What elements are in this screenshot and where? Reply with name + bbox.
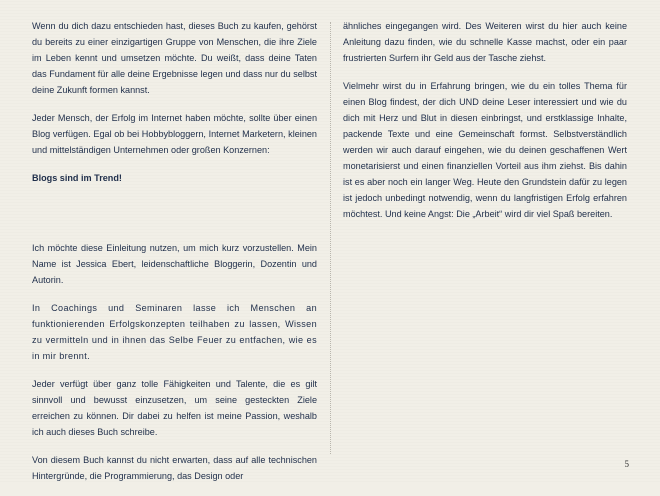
continuation-paragraph: ähnliches eingegangen wird. Des Weiteren wirst du hier auch keine Anleitung dazu finden, wie du schnelle Kasse machst, oder ein paar frustrierten Surfern ihr Geld aus der Tasche ziehst.: [343, 21, 627, 63]
blog-paragraph: Jeder Mensch, der Erfolg im Internet haben möchte, sollte über einen Blog verfügen. Egal ob bei Hobbybloggern, Internet Marketern, kleinen und mittelständigen Unternehmen oder großen Konzernen:: [32, 113, 317, 155]
coaching-paragraph: In Coachings und Seminaren lasse ich Menschen an funktionierenden Erfolgskonzepten teilhaben zu lassen, Wissen zu vermitteln und in ihnen das Selbe Feuer zu entfachen, wie es in mir brennt.: [32, 303, 317, 361]
right-column: [343, 18, 627, 234]
left-column: [32, 18, 317, 496]
column-divider: [330, 22, 331, 454]
expectations-paragraph: Von diesem Buch kannst du nicht erwarten, dass auf alle technischen Hintergründe, die Programmierung, das Design oder: [32, 455, 317, 481]
learning-paragraph: Vielmehr wirst du in Erfahrung bringen, wie du ein tolles Thema für einen Blog findest, der dich UND deine Leser interessiert und wie du dich mit Herz und Blut in diesen einbringst, und erstklassige Inhalte, packende Texte und eine Gemeinschaft formst. Selbstverständlich werden wir auch darauf eingehen, wie du deinen geschaffenen Wert monetarisierst und einen finanziellen Vorteil aus ihm ziehst. Bis dahin ist es aber noch ein langer Weg. Heute den Grundstein dafür zu legen ist jedoch unbedingt notwendig, wenn du langfristigen Erfolg erfahren möchtest. Und keine Angst: Die „Arbeit“ wird dir viel Spaß bereiten.: [343, 81, 627, 219]
blogs-trend-heading: Blogs sind im Trend!: [32, 173, 122, 183]
author-intro-paragraph: Ich möchte diese Einleitung nutzen, um mich kurz vorzustellen. Mein Name ist Jessica Ebert, leidenschaftliche Bloggerin, Dozentin und Autorin.: [32, 243, 317, 285]
talents-paragraph: Jeder verfügt über ganz tolle Fähigkeiten und Talente, die es gilt sinnvoll und bewusst einzusetzen, um seine gesteckten Ziele erreichen zu können. Dir dabei zu helfen ist meine Passion, weshalb ich auch dieses Buch schreibe.: [32, 379, 317, 437]
intro-paragraph: Wenn du dich dazu entschieden hast, dieses Buch zu kaufen, gehörst du bereits zu einer einzigartigen Gruppe von Menschen, die ihre Ziele im Leben kennt und umsetzen möchte. Du weißt, dass deine Taten das Fundament für alle deine Ergebnisse legen und dass nur du selbst deine Zukunft formen kannst.: [32, 21, 317, 95]
page-number: 5: [624, 459, 629, 469]
